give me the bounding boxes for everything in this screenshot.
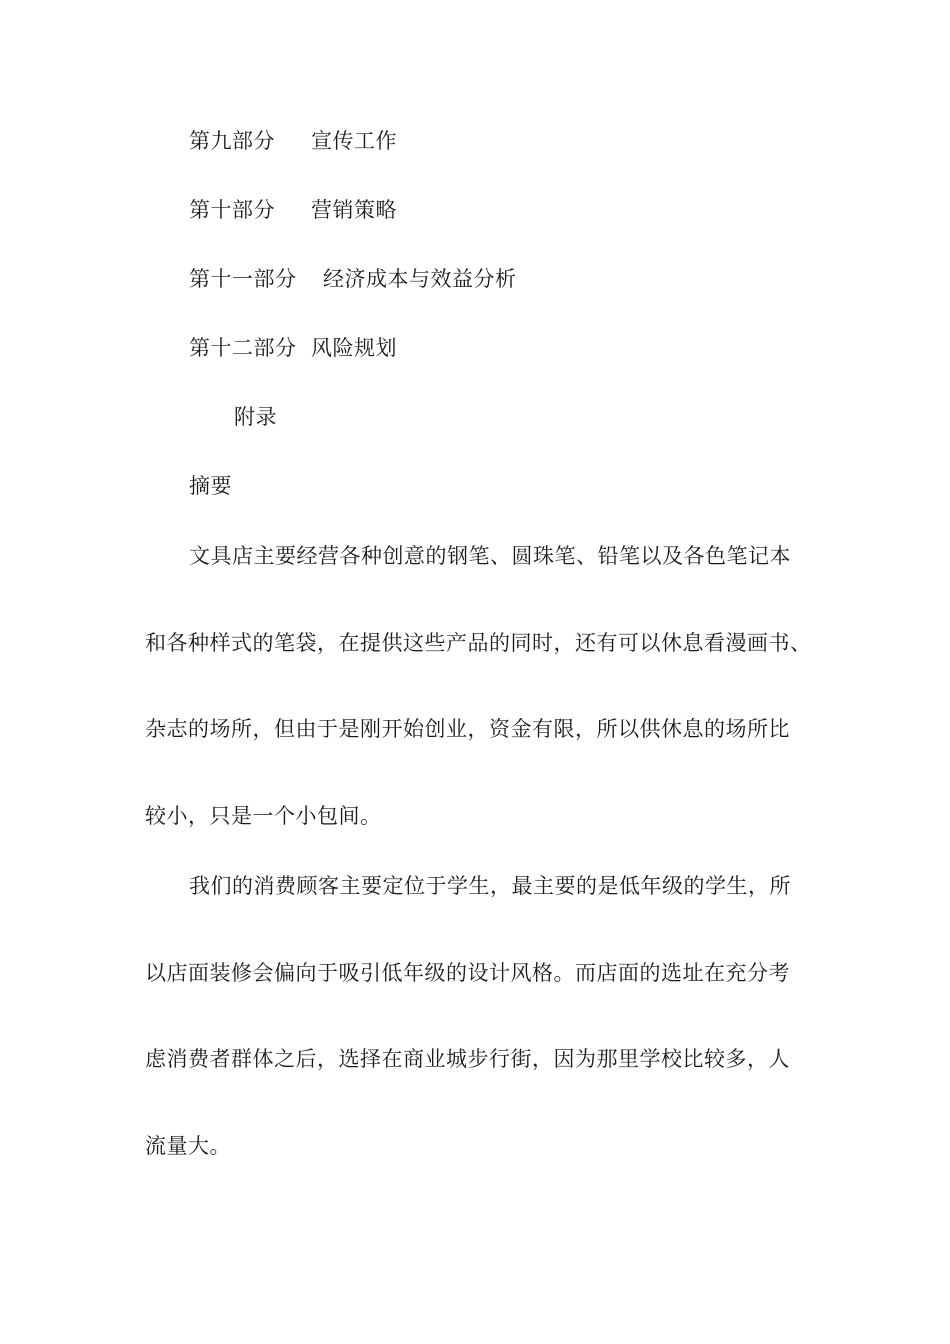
paragraph-line: 以店面装修会偏向于吸引低年级的设计风格。而店面的选址在充分考 (145, 961, 790, 985)
toc-item-part-11 (189, 266, 517, 292)
paragraph-line: 杂志的场所，但由于是刚开始创业，资金有限，所以供休息的场所比 (145, 717, 790, 741)
toc-part-number: 第十一部分 (189, 267, 297, 291)
toc-item-appendix: 附录 (234, 405, 277, 429)
toc-part-number: 第九部分 (189, 129, 275, 153)
toc-item-part-12 (189, 335, 397, 361)
toc-part-title: 风险规划 (311, 336, 397, 360)
toc-part-title: 宣传工作 (311, 129, 397, 153)
paragraph-line: 文具店主要经营各种创意的钢笔、圆珠笔、铅笔以及各色笔记本 (189, 544, 791, 568)
toc-part-title: 营销策略 (311, 198, 397, 222)
toc-part-title: 经济成本与效益分析 (323, 267, 517, 291)
toc-part-number: 第十二部分 (189, 336, 297, 360)
paragraph-line: 和各种样式的笔袋，在提供这些产品的同时，还有可以休息看漫画书、 (145, 631, 812, 655)
toc-item-part-10 (189, 197, 397, 223)
toc-part-number: 第十部分 (189, 198, 275, 222)
paragraph-line: 我们的消费顾客主要定位于学生，最主要的是低年级的学生，所 (189, 874, 791, 898)
toc-item-part-9 (189, 128, 397, 154)
abstract-heading: 摘要 (189, 474, 232, 498)
paragraph-line: 虑消费者群体之后，选择在商业城步行街，因为那里学校比较多，人 (145, 1047, 790, 1071)
paragraph-line: 流量大。 (145, 1134, 231, 1158)
paragraph-line: 较小，只是一个小包间。 (145, 804, 382, 828)
